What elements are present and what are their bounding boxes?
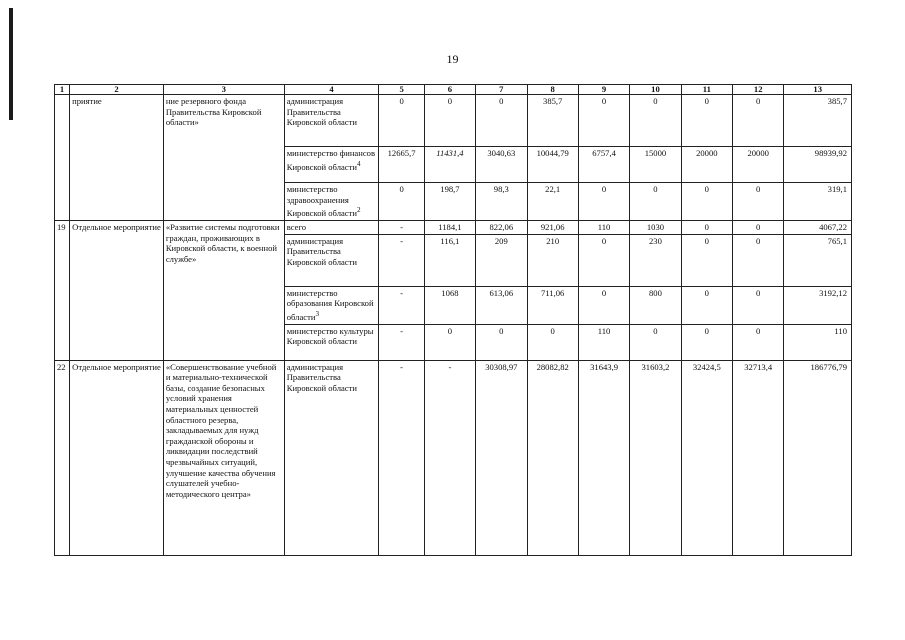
value-cell: - (379, 234, 424, 286)
header-cell: 1 (55, 85, 70, 95)
executor-text: министерство финансов Кировской области (286, 148, 375, 172)
value-cell: 28082,82 (527, 360, 578, 555)
footnote-mark: 3 (315, 309, 320, 318)
table-row (55, 221, 852, 235)
value-cell: 0 (476, 95, 527, 147)
value-cell: - (379, 221, 424, 235)
value-cell: 921,06 (527, 221, 578, 235)
value-cell: 822,06 (476, 221, 527, 235)
event-type: Отдельное мероприятие (70, 360, 164, 555)
value-cell: 0 (630, 324, 681, 360)
total-cell: 110 (784, 324, 852, 360)
value-cell: 0 (424, 95, 475, 147)
value-cell: 0 (681, 234, 732, 286)
executor-cell (284, 183, 379, 221)
value-cell: 0 (681, 324, 732, 360)
value-cell: 6757,4 (578, 147, 629, 183)
executor-cell: администрация Правительства Кировской области (284, 95, 379, 147)
header-cell: 5 (379, 85, 424, 95)
value-cell: 0 (733, 221, 784, 235)
row-number (55, 95, 70, 221)
row-number: 19 (55, 221, 70, 361)
value-cell: - (379, 286, 424, 324)
header-cell: 8 (527, 85, 578, 95)
value-cell: 32424,5 (681, 360, 732, 555)
value-cell: 1184,1 (424, 221, 475, 235)
value-cell: 385,7 (527, 95, 578, 147)
event-name: «Совершенствование учебной и материально-технической базы, создание безопасных условий хранения материальных ценностей областного резерва, закладываемых для нужд гражданской обороны и ликвидации последствий чрезвычайных ситуаций, улучшение качества обучения слушателей учебно-методического центра» (163, 360, 284, 555)
value-cell: 31643,9 (578, 360, 629, 555)
value-cell: 0 (733, 324, 784, 360)
value-cell: 110 (578, 221, 629, 235)
value-cell: 30308,97 (476, 360, 527, 555)
header-cell: 13 (784, 85, 852, 95)
value-cell: 116,1 (424, 234, 475, 286)
value-cell: - (379, 324, 424, 360)
value-cell: 0 (527, 324, 578, 360)
header-cell: 9 (578, 85, 629, 95)
value-cell: 20000 (681, 147, 732, 183)
header-cell: 12 (733, 85, 784, 95)
value-cell: 0 (379, 183, 424, 221)
value-cell: 711,06 (527, 286, 578, 324)
executor-cell (284, 147, 379, 183)
page-number: 19 (446, 52, 459, 66)
value-cell: 0 (630, 183, 681, 221)
total-cell: 3192,12 (784, 286, 852, 324)
value-cell: 3040,63 (476, 147, 527, 183)
value-cell: 0 (681, 183, 732, 221)
value-cell: 613,06 (476, 286, 527, 324)
event-type: Отдельное мероприятие (70, 221, 164, 361)
value-cell: 10044,79 (527, 147, 578, 183)
value-cell: 209 (476, 234, 527, 286)
value-cell: 0 (476, 324, 527, 360)
header-row (55, 85, 852, 95)
value-cell: 32713,4 (733, 360, 784, 555)
value-cell: 0 (578, 234, 629, 286)
table-row (55, 360, 852, 555)
value-cell: 31603,2 (630, 360, 681, 555)
total-cell: 98939,92 (784, 147, 852, 183)
event-name: ние резервного фонда Правительства Кировской области» (163, 95, 284, 221)
executor-text: министерство образования Кировской области (286, 287, 374, 322)
executor-cell: администрация Правительства Кировской области (284, 234, 379, 286)
value-cell: 15000 (630, 147, 681, 183)
header-cell: 2 (70, 85, 164, 95)
total-cell: 186776,79 (784, 360, 852, 555)
total-cell: 4067,22 (784, 221, 852, 235)
value-cell: 230 (630, 234, 681, 286)
value-cell: 0 (733, 95, 784, 147)
value-cell: - (379, 360, 424, 555)
executor-cell: администрация Правительства Кировской области (284, 360, 379, 555)
value-cell: 1030 (630, 221, 681, 235)
value-cell: 198,7 (424, 183, 475, 221)
total-cell: 319,1 (784, 183, 852, 221)
header-cell: 4 (284, 85, 379, 95)
budget-table (54, 84, 852, 556)
row-number: 22 (55, 360, 70, 555)
value-cell: 1068 (424, 286, 475, 324)
value-cell: 0 (578, 183, 629, 221)
executor-cell: всего (284, 221, 379, 235)
value-cell: 0 (733, 183, 784, 221)
value-cell: 0 (379, 95, 424, 147)
table-row (55, 95, 852, 147)
header-cell: 7 (476, 85, 527, 95)
value-cell: - (424, 360, 475, 555)
value-cell: 0 (681, 95, 732, 147)
header-cell: 10 (630, 85, 681, 95)
value-cell: 12665,7 (379, 147, 424, 183)
value-cell: 98,3 (476, 183, 527, 221)
header-cell: 3 (163, 85, 284, 95)
value-cell: 800 (630, 286, 681, 324)
value-cell: 20000 (733, 147, 784, 183)
value-cell: 0 (630, 95, 681, 147)
value-cell: 210 (527, 234, 578, 286)
footnote-mark: 4 (356, 159, 361, 168)
value-cell: 0 (733, 234, 784, 286)
event-name: «Развитие системы подготовки граждан, проживающих в Кировской области, к военной службе» (163, 221, 284, 361)
value-cell: 0 (578, 286, 629, 324)
executor-cell (284, 286, 379, 324)
header-cell: 6 (424, 85, 475, 95)
value-cell: 22,1 (527, 183, 578, 221)
executor-cell: министерство культуры Кировской области (284, 324, 379, 360)
header-cell: 11 (681, 85, 732, 95)
footnote-mark: 2 (356, 206, 361, 215)
value-cell: 0 (424, 324, 475, 360)
total-cell: 385,7 (784, 95, 852, 147)
value-cell: 0 (733, 286, 784, 324)
executor-text: министерство здравоохранения Кировской области (286, 184, 357, 219)
value-cell: 110 (578, 324, 629, 360)
value-cell: 11431,4 (424, 147, 475, 183)
total-cell: 765,1 (784, 234, 852, 286)
value-cell: 0 (578, 95, 629, 147)
value-cell: 0 (681, 221, 732, 235)
event-type: приятие (70, 95, 164, 221)
value-cell: 0 (681, 286, 732, 324)
